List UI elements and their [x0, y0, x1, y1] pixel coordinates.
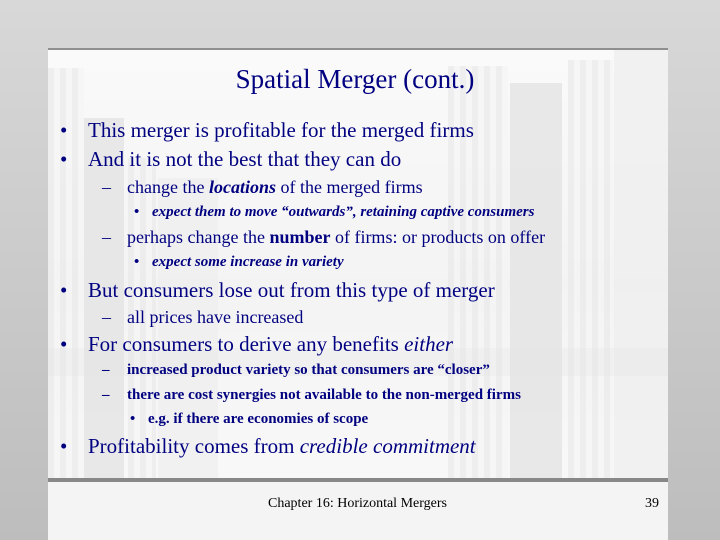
dash-mark: – — [102, 227, 111, 247]
subbullet-text: all prices have increased — [127, 307, 304, 327]
text-part: For consumers to derive any benefits — [88, 332, 405, 356]
bullet-text — [88, 334, 453, 355]
bullet-mark: • — [134, 254, 140, 270]
subbullet-text: increased product variety so that consumers are “closer” — [127, 362, 490, 378]
subbullet-text: there are cost synergies not available to the non-merged firms — [127, 387, 521, 403]
text-part: Profitability comes from — [88, 434, 300, 458]
subsubbullet-text: expect some increase in variety — [152, 254, 344, 270]
slide-title: Spatial Merger (cont.) — [235, 64, 475, 94]
text-part: of firms: or products on offer — [330, 227, 546, 247]
emphasis-either: either — [404, 332, 454, 356]
bullet-text: And it is not the best that they can do — [88, 147, 402, 171]
bullet-mark: • — [60, 118, 68, 142]
top-divider — [48, 48, 668, 50]
subsubbullet-text: e.g. if there are economies of scope — [148, 411, 369, 427]
bullet-text: But consumers lose out from this type of merger — [88, 278, 495, 302]
bullet-mark: • — [60, 434, 68, 458]
emphasis-credible-commitment: credible commitment — [299, 434, 476, 458]
subsubbullet-text: expect them to move “outwards”, retaining captive consumers — [152, 204, 535, 220]
page-number: 39 — [645, 496, 659, 511]
dash-mark: – — [102, 307, 111, 327]
text-part: of the merged firms — [275, 177, 423, 197]
bullet-mark: • — [134, 204, 140, 220]
text-part: perhaps change the — [127, 227, 270, 247]
dash-mark: – — [102, 177, 111, 197]
emphasis-locations: locations — [208, 177, 276, 197]
bullet-mark: • — [60, 147, 68, 171]
bullet-mark: • — [60, 278, 68, 302]
bullet-mark: • — [60, 332, 68, 356]
footer-chapter-title: Chapter 16: Horizontal Mergers — [268, 496, 447, 511]
bullet-text — [88, 436, 476, 457]
bullet-mark: • — [130, 411, 136, 427]
subbullet-text — [127, 178, 423, 196]
text-part: change the — [127, 177, 209, 197]
subbullet-text — [127, 228, 545, 246]
dash-mark: – — [102, 362, 110, 378]
dash-mark: – — [102, 387, 110, 403]
bullet-text: This merger is profitable for the merged firms — [88, 118, 474, 142]
emphasis-number: number — [269, 227, 331, 247]
